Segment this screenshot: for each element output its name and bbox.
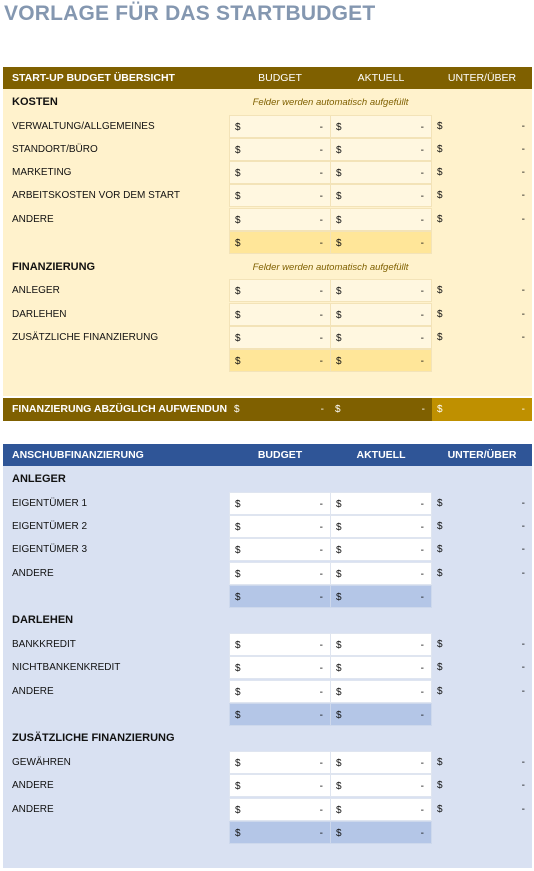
cell-value: -	[319, 168, 323, 179]
budget-cell[interactable]	[229, 515, 331, 538]
currency-sign: $	[235, 545, 241, 556]
currency-sign: $	[437, 309, 443, 320]
table-row	[3, 656, 532, 679]
variance-cell	[432, 184, 532, 207]
currency-sign: $	[235, 122, 241, 133]
cell-value: -	[521, 332, 525, 343]
variance-cell	[432, 751, 532, 774]
row-label: ZUSÄTZLICHE FINANZIERUNG	[12, 332, 159, 343]
currency-sign: $	[235, 569, 241, 580]
actual-cell[interactable]	[330, 538, 432, 561]
cell-value: -	[319, 522, 323, 533]
budget-total-cell	[229, 585, 331, 608]
cell-value: -	[521, 686, 525, 697]
investors-title: ANLEGER	[12, 473, 66, 485]
startup-header-budget: BUDGET	[257, 449, 303, 461]
actual-cell[interactable]	[330, 279, 432, 302]
variance-cell	[432, 774, 532, 797]
currency-sign: $	[235, 663, 241, 674]
cell-value: -	[420, 781, 424, 792]
cell-value: -	[420, 828, 424, 839]
row-label: EIGENTÜMER 1	[12, 498, 88, 509]
currency-sign: $	[235, 356, 241, 367]
variance-cell	[432, 656, 532, 679]
currency-sign: $	[335, 404, 341, 415]
actual-cell[interactable]	[330, 303, 432, 326]
cell-value: -	[521, 285, 525, 296]
currency-sign: $	[336, 310, 342, 321]
currency-sign: $	[437, 121, 443, 132]
currency-sign: $	[235, 828, 241, 839]
variance-cell	[432, 326, 532, 349]
cell-value: -	[319, 758, 323, 769]
cell-value: -	[521, 144, 525, 155]
cell-value: -	[420, 758, 424, 769]
currency-sign: $	[336, 710, 342, 721]
budget-cell[interactable]	[229, 656, 331, 679]
summary-header-variance: UNTER/ÜBER	[447, 72, 517, 84]
currency-sign: $	[336, 663, 342, 674]
summary-header-actual: AKTUELL	[357, 72, 405, 84]
budget-cell[interactable]	[229, 326, 331, 349]
variance-cell	[432, 633, 532, 656]
budget-cell[interactable]	[229, 161, 331, 184]
cell-value: -	[521, 521, 525, 532]
row-label: ANLEGER	[12, 285, 60, 296]
cell-value: -	[420, 310, 424, 321]
cell-value: -	[420, 168, 424, 179]
cell-value: -	[420, 592, 424, 603]
startup-header-label: ANSCHUBFINANZIERUNG	[12, 449, 144, 461]
currency-sign: $	[336, 191, 342, 202]
budget-cell[interactable]	[229, 138, 331, 161]
variance-cell	[432, 680, 532, 703]
net-financing-row	[3, 398, 532, 421]
currency-sign: $	[336, 122, 342, 133]
cell-value: -	[319, 333, 323, 344]
row-label: DARLEHEN	[12, 309, 67, 320]
actual-cell[interactable]	[330, 774, 432, 797]
budget-cell[interactable]	[229, 751, 331, 774]
currency-sign: $	[234, 404, 240, 415]
table-row	[3, 138, 532, 161]
cell-value: -	[521, 568, 525, 579]
cell-value: -	[420, 687, 424, 698]
table-row	[3, 798, 532, 821]
cell-value: -	[319, 710, 323, 721]
currency-sign: $	[336, 356, 342, 367]
cell-value: -	[319, 215, 323, 226]
budget-cell[interactable]	[229, 680, 331, 703]
cell-value: -	[320, 404, 324, 415]
net-variance-cell	[432, 398, 532, 421]
budget-cell[interactable]	[229, 279, 331, 302]
currency-sign: $	[336, 168, 342, 179]
cell-value: -	[521, 121, 525, 132]
cell-value: -	[521, 804, 525, 815]
currency-sign: $	[235, 499, 241, 510]
summary-header-budget: BUDGET	[258, 72, 302, 84]
currency-sign: $	[336, 145, 342, 156]
row-label: STANDORT/BÜRO	[12, 144, 98, 155]
currency-sign: $	[336, 238, 342, 249]
currency-sign: $	[437, 144, 443, 155]
variance-cell	[432, 161, 532, 184]
budget-total-cell	[229, 703, 331, 726]
table-row	[3, 161, 532, 184]
currency-sign: $	[235, 333, 241, 344]
currency-sign: $	[437, 544, 443, 555]
currency-sign: $	[336, 805, 342, 816]
table-row	[3, 633, 532, 656]
financing-title-row	[3, 256, 532, 279]
currency-sign: $	[235, 145, 241, 156]
currency-sign: $	[437, 521, 443, 532]
cell-value: -	[420, 215, 424, 226]
currency-sign: $	[437, 804, 443, 815]
cell-value: -	[521, 190, 525, 201]
currency-sign: $	[336, 215, 342, 226]
cell-value: -	[319, 592, 323, 603]
currency-sign: $	[336, 545, 342, 556]
summary-header-row	[3, 67, 532, 89]
currency-sign: $	[235, 286, 241, 297]
row-label: EIGENTÜMER 3	[12, 544, 88, 555]
currency-sign: $	[235, 687, 241, 698]
row-label: GEWÄHREN	[12, 757, 71, 768]
startup-header-row	[3, 444, 532, 466]
variance-cell	[432, 279, 532, 302]
startup-header-actual: AKTUELL	[356, 449, 406, 461]
cell-value: -	[521, 498, 525, 509]
actual-cell[interactable]	[330, 656, 432, 679]
table-row	[3, 279, 532, 302]
currency-sign: $	[235, 310, 241, 321]
variance-cell	[432, 798, 532, 821]
cell-value: -	[421, 404, 425, 415]
budget-cell[interactable]	[229, 562, 331, 585]
table-row	[3, 303, 532, 326]
cell-value: -	[420, 286, 424, 297]
currency-sign: $	[235, 805, 241, 816]
cell-value: -	[521, 309, 525, 320]
currency-sign: $	[235, 522, 241, 533]
financing-title: FINANZIERUNG	[12, 261, 96, 273]
cell-value: -	[319, 805, 323, 816]
investors-total-row	[3, 585, 532, 608]
actual-total-cell	[330, 821, 432, 844]
cell-value: -	[521, 662, 525, 673]
currency-sign: $	[437, 662, 443, 673]
investors-title-row	[3, 468, 532, 491]
currency-sign: $	[235, 781, 241, 792]
cell-value: -	[319, 663, 323, 674]
cell-value: -	[319, 545, 323, 556]
row-label: BANKKREDIT	[12, 639, 76, 650]
currency-sign: $	[336, 499, 342, 510]
cell-value: -	[521, 404, 525, 415]
row-label: NICHTBANKENKREDIT	[12, 662, 121, 673]
currency-sign: $	[235, 640, 241, 651]
cell-value: -	[319, 122, 323, 133]
currency-sign: $	[437, 498, 443, 509]
currency-sign: $	[235, 758, 241, 769]
cell-value: -	[319, 781, 323, 792]
budget-cell[interactable]	[229, 798, 331, 821]
currency-sign: $	[336, 687, 342, 698]
cell-value: -	[319, 145, 323, 156]
row-label: ANDERE	[12, 214, 54, 225]
net-budget-cell	[229, 398, 331, 421]
currency-sign: $	[437, 404, 443, 415]
costs-title: KOSTEN	[12, 96, 58, 108]
currency-sign: $	[437, 757, 443, 768]
currency-sign: $	[235, 592, 241, 603]
cell-value: -	[319, 499, 323, 510]
currency-sign: $	[336, 828, 342, 839]
cell-value: -	[319, 191, 323, 202]
budget-total-cell	[229, 349, 331, 372]
cell-value: -	[420, 569, 424, 580]
row-label: ARBEITSKOSTEN VOR DEM START	[12, 190, 180, 201]
cell-value: -	[420, 640, 424, 651]
table-row	[3, 774, 532, 797]
table-row	[3, 326, 532, 349]
row-label: ANDERE	[12, 686, 54, 697]
net-actual-cell	[330, 398, 432, 421]
cell-value: -	[420, 333, 424, 344]
table-row	[3, 562, 532, 585]
cell-value: -	[420, 545, 424, 556]
actual-cell[interactable]	[330, 751, 432, 774]
summary-section	[3, 67, 532, 396]
cell-value: -	[420, 499, 424, 510]
cell-value: -	[319, 286, 323, 297]
budget-cell[interactable]	[229, 774, 331, 797]
cell-value: -	[420, 522, 424, 533]
cell-value: -	[521, 544, 525, 555]
currency-sign: $	[235, 238, 241, 249]
table-row	[3, 515, 532, 538]
additional-total-row	[3, 821, 532, 844]
cell-value: -	[319, 238, 323, 249]
loans-title: DARLEHEN	[12, 614, 74, 626]
currency-sign: $	[336, 781, 342, 792]
cell-value: -	[420, 356, 424, 367]
row-label: ANDERE	[12, 568, 54, 579]
cell-value: -	[420, 238, 424, 249]
variance-cell	[432, 115, 532, 138]
auto-fill-note: Felder werden automatisch aufgefüllt	[252, 262, 409, 273]
additional-financing-title: ZUSÄTZLICHE FINANZIERUNG	[12, 732, 175, 744]
budget-cell[interactable]	[229, 633, 331, 656]
table-row	[3, 680, 532, 703]
actual-cell[interactable]	[330, 208, 432, 231]
variance-cell	[432, 515, 532, 538]
currency-sign: $	[336, 592, 342, 603]
actual-cell[interactable]	[330, 562, 432, 585]
table-row	[3, 208, 532, 231]
actual-cell[interactable]	[330, 633, 432, 656]
loans-total-row	[3, 703, 532, 726]
cell-value: -	[420, 805, 424, 816]
budget-cell[interactable]	[229, 538, 331, 561]
actual-cell[interactable]	[330, 680, 432, 703]
currency-sign: $	[437, 780, 443, 791]
currency-sign: $	[336, 569, 342, 580]
financing-total-row	[3, 349, 532, 372]
cell-value: -	[420, 122, 424, 133]
cell-value: -	[521, 757, 525, 768]
loans-title-row	[3, 609, 532, 632]
currency-sign: $	[235, 191, 241, 202]
cell-value: -	[521, 639, 525, 650]
actual-cell[interactable]	[330, 161, 432, 184]
actual-total-cell	[330, 231, 432, 254]
currency-sign: $	[235, 710, 241, 721]
startup-financing-section	[3, 444, 532, 868]
row-label: ANDERE	[12, 780, 54, 791]
cell-value: -	[521, 214, 525, 225]
currency-sign: $	[336, 522, 342, 533]
table-row	[3, 538, 532, 561]
budget-cell[interactable]	[229, 115, 331, 138]
cell-value: -	[420, 663, 424, 674]
cell-value: -	[521, 167, 525, 178]
budget-cell[interactable]	[229, 492, 331, 515]
cell-value: -	[319, 356, 323, 367]
currency-sign: $	[336, 333, 342, 344]
actual-cell[interactable]	[330, 326, 432, 349]
actual-total-cell	[330, 349, 432, 372]
cell-value: -	[319, 569, 323, 580]
currency-sign: $	[437, 190, 443, 201]
variance-cell	[432, 138, 532, 161]
actual-cell[interactable]	[330, 515, 432, 538]
budget-total-cell	[229, 231, 331, 254]
actual-cell[interactable]	[330, 115, 432, 138]
row-label: EIGENTÜMER 2	[12, 521, 88, 532]
net-financing-label: FINANZIERUNG ABZÜGLICH AUFWENDUN	[12, 403, 228, 415]
actual-total-cell	[330, 585, 432, 608]
additional-title-row	[3, 727, 532, 750]
costs-title-row	[3, 91, 532, 114]
cell-value: -	[319, 828, 323, 839]
cell-value: -	[521, 780, 525, 791]
variance-cell	[432, 208, 532, 231]
actual-cell[interactable]	[330, 492, 432, 515]
cell-value: -	[319, 640, 323, 651]
startup-header-variance: UNTER/ÜBER	[447, 449, 517, 461]
row-label: ANDERE	[12, 804, 54, 815]
actual-cell[interactable]	[330, 184, 432, 207]
page-title: VORLAGE FÜR DAS STARTBUDGET	[4, 2, 376, 25]
currency-sign: $	[437, 686, 443, 697]
currency-sign: $	[235, 215, 241, 226]
costs-total-row	[3, 231, 532, 254]
cell-value: -	[319, 310, 323, 321]
summary-header-label: START-UP BUDGET ÜBERSICHT	[12, 72, 175, 84]
budget-cell[interactable]	[229, 303, 331, 326]
table-row	[3, 115, 532, 138]
budget-cell[interactable]	[229, 208, 331, 231]
budget-cell[interactable]	[229, 184, 331, 207]
currency-sign: $	[437, 214, 443, 225]
currency-sign: $	[336, 640, 342, 651]
actual-total-cell	[330, 703, 432, 726]
table-row	[3, 492, 532, 515]
currency-sign: $	[336, 286, 342, 297]
currency-sign: $	[437, 332, 443, 343]
currency-sign: $	[437, 167, 443, 178]
row-label: MARKETING	[12, 167, 72, 178]
currency-sign: $	[437, 568, 443, 579]
cell-value: -	[420, 145, 424, 156]
variance-cell	[432, 538, 532, 561]
budget-total-cell	[229, 821, 331, 844]
currency-sign: $	[437, 639, 443, 650]
cell-value: -	[420, 710, 424, 721]
table-row	[3, 751, 532, 774]
currency-sign: $	[437, 285, 443, 296]
variance-cell	[432, 492, 532, 515]
cell-value: -	[420, 191, 424, 202]
auto-fill-note: Felder werden automatisch aufgefüllt	[252, 97, 409, 108]
actual-cell[interactable]	[330, 798, 432, 821]
variance-cell	[432, 562, 532, 585]
variance-cell	[432, 303, 532, 326]
currency-sign: $	[235, 168, 241, 179]
table-row	[3, 184, 532, 207]
cell-value: -	[319, 687, 323, 698]
row-label: VERWALTUNG/ALLGEMEINES	[12, 121, 155, 132]
actual-cell[interactable]	[330, 138, 432, 161]
currency-sign: $	[336, 758, 342, 769]
